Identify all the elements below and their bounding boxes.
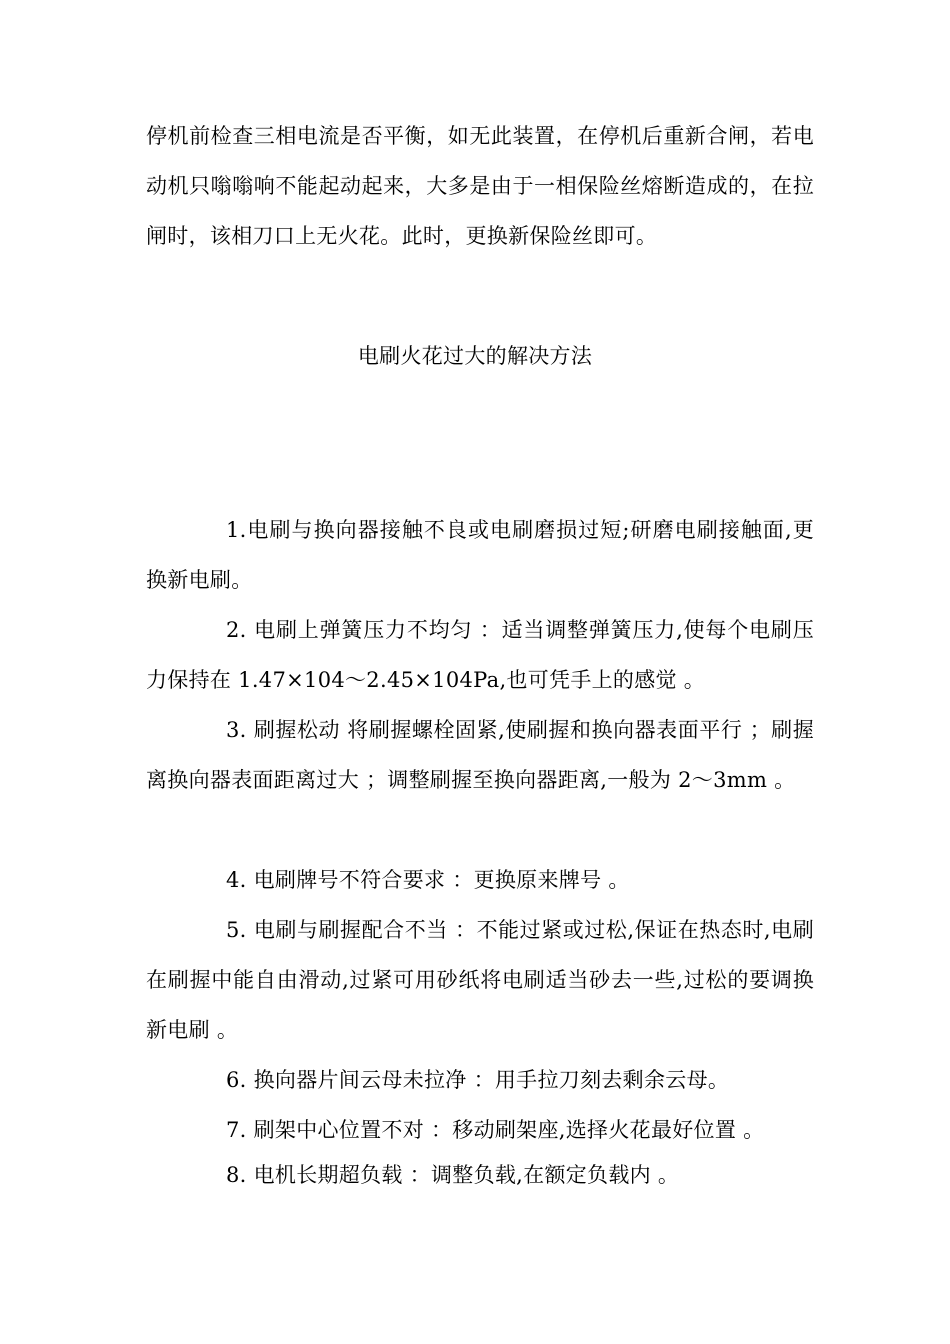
list-item-5: 5. 电刷与刷握配合不当 ：不能过紧或过松,保证在热态时,电刷在刷握中能自由滑动,过紧可用砂纸将电刷适当砂去一些,过松的要调换新电刷 。: [146, 918, 814, 1042]
list-item-8: 8. 电机长期超负载 ：调整负载,在额定负载内 。: [226, 1163, 680, 1187]
section-title: 电刷火花过大的解决方法: [357, 344, 593, 368]
list-item-3: 3. 刷握松动 将刷握螺栓固紧,使刷握和换向器表面平行 ；刷握离换向器表面距离过大 ；调整刷握至换向器距离,一般为 2～3mm 。: [146, 718, 814, 792]
list-item-7: 7. 刷架中心位置不对 ：移动刷架座,选择火花最好位置 。: [226, 1118, 765, 1142]
list-item-1: 1.电刷与换向器接触不良或电刷磨损过短;研磨电刷接触面,更换新电刷。: [146, 518, 814, 592]
intro-paragraph: 停机前检查三相电流是否平衡，如无此装置，在停机后重新合闸，若电动机只嗡嗡响不能起动起来，大多是由于一相保险丝熔断造成的，在拉闸时，该相刀口上无火花。此时，更换新保险丝即可。: [146, 124, 814, 248]
list-item-2: 2. 电刷上弹簧压力不均匀 ：适当调整弹簧压力,使每个电刷压力保持在 1.47×104～2.45×104Pa,也可凭手上的感觉 。: [146, 618, 814, 692]
list-item-4: 4. 电刷牌号不符合要求 ：更换原来牌号 。: [226, 868, 630, 892]
list-item-6: 6. 换向器片间云母未拉净 ：用手拉刀刻去剩余云母。: [226, 1068, 730, 1092]
